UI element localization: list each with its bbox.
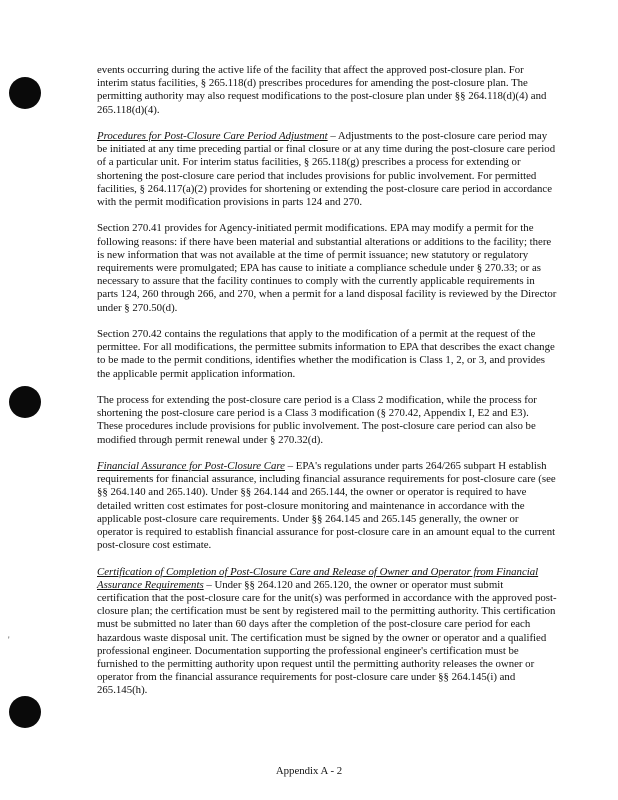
heading-separator: – — [327, 130, 338, 142]
section-heading: Financial Assurance for Post-Closure Care — [97, 460, 285, 473]
paragraph-body: Section 270.42 contains the regulations that apply to the modification of a permit at the request of the permittee. For all modifications, the permittee submits information to EPA that describes the exact change to be made to the permit conditions, identifies whether the modification is Class 1, 2, or 3, and provides the applicable permit application information. — [97, 328, 555, 380]
paragraph — [97, 566, 557, 698]
scan-mark: ' — [8, 635, 10, 645]
paragraph-body: EPA's regulations under parts 264/265 subpart H establish requirements for financial assurance, including financial assurance requirements for post-closure care (see §§ 264.140 and 265.140). Under §§ 264.144 and 265.144, the owner or operator is required to have detailed written cost estimates for post-closure monitoring and maintenance in accordance with the applicable post-closure care requirements. Under §§ 264.145 and 265.145 generally, the owner or operator is required to establish financial assurance for post-closure care in an amount equal to the current post-closure cost estimate. — [97, 460, 556, 552]
paragraph — [97, 130, 557, 209]
paragraph-body: Adjustments to the post-closure care period may be initiated at any time preceding partial or final closure or at any time during the post-closure care period of a particular unit. For interim status facilities, § 265.118(g) prescribes a process for extending or shortening the post-closure care period that includes provisions for public involvement. For permitted facilities, § 264.117(a)(2) provides for shortening or extending the post-closure care period in accordance with the permit modification provisions in parts 124 and 270. — [97, 130, 556, 209]
paragraph-body: The process for extending the post-closure care period is a Class 2 modification, while the process for shortening the post-closure care period is a Class 3 modification (§ 270.42, Appendix I, E2 and E3). These procedures include provisions for public involvement. The post-closure care period can also be modified through permit renewal under § 270.32(d). — [97, 394, 537, 446]
section-heading: Certification of Completion of Post-Closure Care and Release of Owner and Operator from Financial Assurance Requirements — [97, 565, 539, 591]
paragraph — [97, 64, 557, 117]
binder-hole — [9, 77, 41, 109]
section-heading: Procedures for Post-Closure Care Period Adjustment — [97, 130, 328, 142]
document-body — [97, 64, 557, 711]
page-footer: Appendix A - 2 — [275, 765, 343, 777]
paragraph — [97, 394, 557, 447]
paragraph-body: events occurring during the active life of the facility that affect the approved post-closure plan. For interim status facilities, § 265.118(d) prescribes procedures for amending the post-closure plan. The permitting authority may also request modifications to the post-closure plan under §§ 264.118(d)(4) and 265.118(d)(4). — [97, 64, 547, 116]
paragraph-body: Under §§ 264.120 and 265.120, the owner or operator must submit certification that the post-closure care for the unit(s) was performed in accordance with the approved post-closure plan; the certification must be sent by registered mail to the permitting authority. This certification must be submitted no later than 60 days after the completion of the post-closure care period for each hazardous waste disposal unit. The certification must be signed by the owner or operator and a qualified professional engineer. Documentation supporting the professional engineer's certification must be furnished to the permitting authority upon request until the permitting authority releases the owner or operator from the financial assurance requirements for post-closure care under §§ 264.145(i) and 265.145(h). — [97, 578, 557, 697]
paragraph — [97, 460, 557, 552]
paragraph — [97, 222, 557, 314]
heading-separator: – — [284, 460, 296, 473]
heading-separator: – — [203, 578, 215, 591]
binder-hole — [9, 696, 41, 728]
binder-hole — [9, 386, 41, 418]
paragraph-body: Section 270.41 provides for Agency-initiated permit modifications. EPA may modify a permit for the following reasons: if there have been material and substantial alterations or additions to the facility; there is new information that was not available at the time of permit issuance; new statutory or regulatory requirements were promulgated; EPA has cause to initiate a compliance schedule under § 270.33; or as necessary to assure that the facility continues to comply with the currently applicable requirements in parts 124, 260 through 266, and 270, when a permit for a land disposal facility is reviewed by the Director under § 270.50(d). — [97, 222, 557, 314]
paragraph — [97, 328, 557, 381]
